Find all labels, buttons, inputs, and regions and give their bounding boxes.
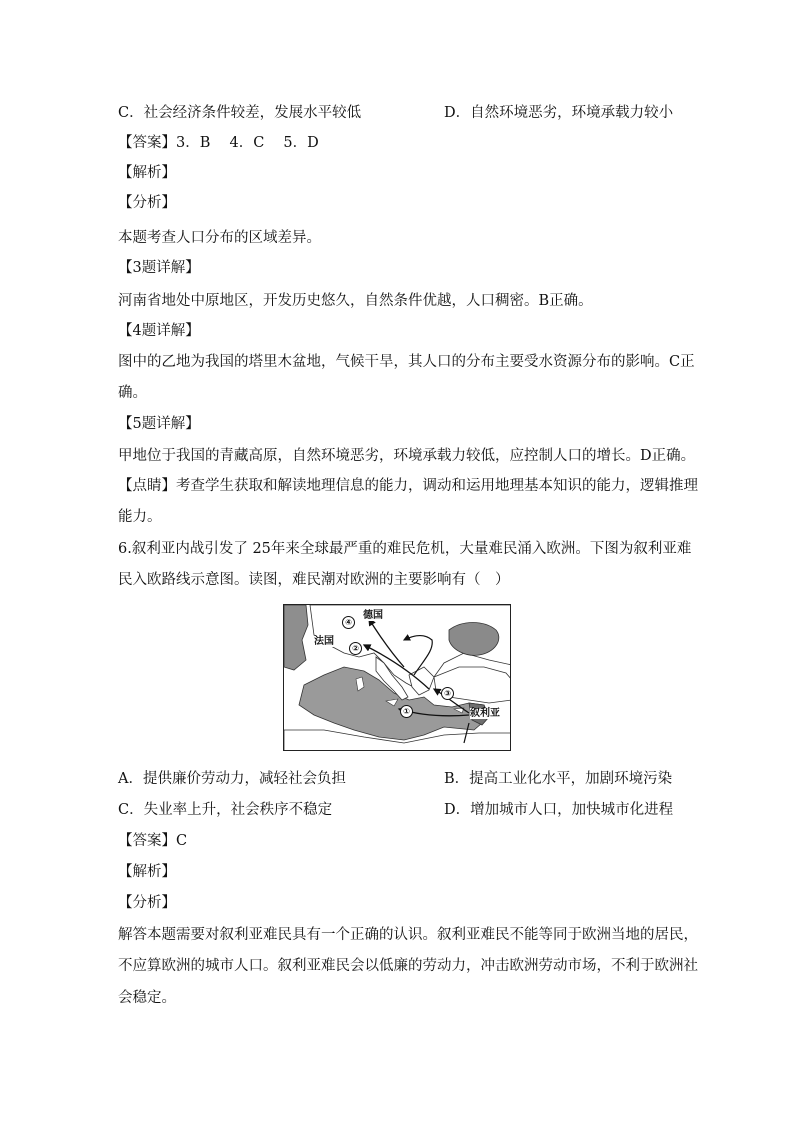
q6-stem-line2: 民入欧路线示意图。读图，难民潮对欧洲的主要影响有（ ） xyxy=(118,572,510,588)
q4-heading: 【4题详解】 xyxy=(118,323,200,339)
q4-text-line1: 图中的乙地为我国的塔里木盆地，气候干旱，其人口的分布主要受水资源分布的影响。C正 xyxy=(118,354,695,370)
jiexi-heading-2: 【解析】 xyxy=(118,864,176,880)
fenxi-heading-2: 【分析】 xyxy=(118,895,176,911)
fenxi-2-line1: 解答本题需要对叙利亚难民具有一个正确的认识。叙利亚难民不能等同于欧洲当地的居民， xyxy=(118,927,698,943)
route-marker-4: ④ xyxy=(342,616,355,629)
label-germany: 德国 xyxy=(363,610,383,621)
refugee-route-map xyxy=(283,604,511,751)
map-drawing xyxy=(284,605,511,751)
dianjing-line1: 【点睛】考查学生获取和解读地理信息的能力，调动和运用地理基本知识的能力，逻辑推理 xyxy=(118,478,698,494)
q6-option-b: B．提高工业化水平，加剧环境污染 xyxy=(444,771,673,787)
q6-option-a: A．提供廉价劳动力，减轻社会负担 xyxy=(118,771,346,787)
route-marker-1: ① xyxy=(400,705,413,718)
jiexi-heading-1: 【解析】 xyxy=(118,165,176,181)
q5-text: 甲地位于我国的青藏高原，自然环境恶劣，环境承载力较低，应控制人口的增长。D正确。 xyxy=(118,448,696,464)
q3-heading: 【3题详解】 xyxy=(118,260,200,276)
route-marker-2: ② xyxy=(349,642,362,655)
q6-option-c: C．失业率上升，社会秩序不稳定 xyxy=(118,802,333,818)
answer-3-5: 【答案】3．B 4．C 5．D xyxy=(118,135,319,151)
label-syria: 叙利亚 xyxy=(470,708,500,719)
fenxi-heading-1: 【分析】 xyxy=(118,195,176,211)
option-c-prev: C．社会经济条件较差，发展水平较低 xyxy=(118,105,362,121)
fenxi-text-1: 本题考查人口分布的区域差异。 xyxy=(118,230,321,246)
answer-6: 【答案】C xyxy=(118,833,188,849)
q6-stem-line1: 6.叙利亚内战引发了 25年来全球最严重的难民危机，大量难民涌入欧洲。下图为叙利亚难 xyxy=(118,541,692,557)
q3-text: 河南省地处中原地区，开发历史悠久，自然条件优越，人口稠密。B正确。 xyxy=(118,293,593,309)
q4-text-line2: 确。 xyxy=(118,385,147,401)
q6-option-d: D．增加城市人口，加快城市化进程 xyxy=(444,802,674,818)
label-france: 法国 xyxy=(314,636,334,647)
q5-heading: 【5题详解】 xyxy=(118,416,200,432)
fenxi-2-line3: 会稳定。 xyxy=(118,990,176,1006)
dianjing-line2: 能力。 xyxy=(118,509,162,525)
fenxi-2-line2: 不应算欧洲的城市人口。叙利亚难民会以低廉的劳动力，冲击欧洲劳动市场，不利于欧洲社 xyxy=(118,958,698,974)
route-marker-3: ③ xyxy=(441,687,454,700)
option-d-prev: D．自然环境恶劣，环境承载力较小 xyxy=(444,105,674,121)
